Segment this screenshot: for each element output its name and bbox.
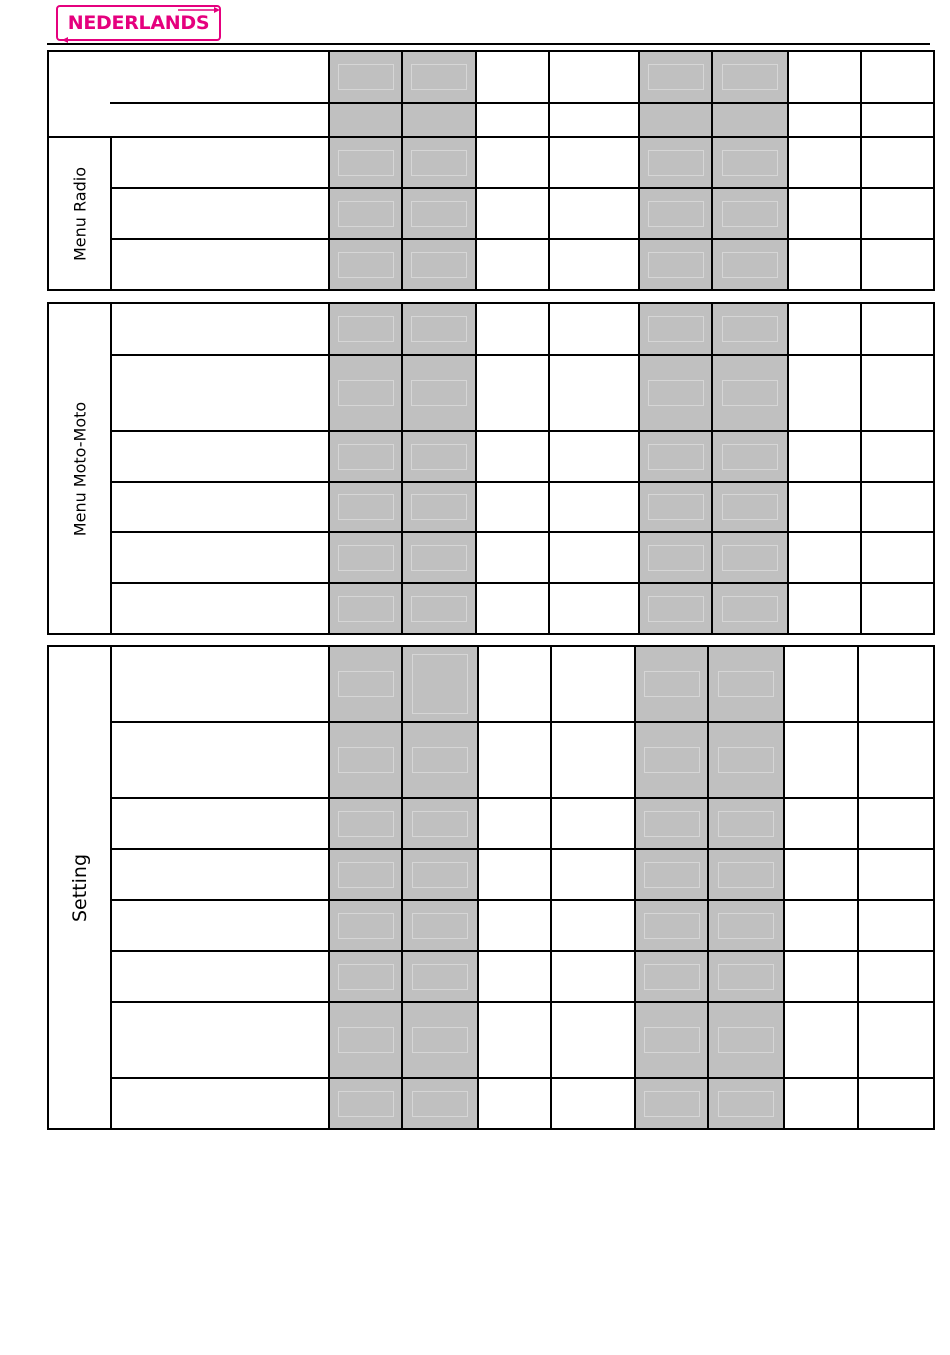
shaded-cell [639, 137, 712, 188]
value-cell [858, 798, 934, 849]
value-cell [861, 303, 934, 355]
value-cell [861, 583, 934, 634]
shaded-cell [712, 103, 788, 137]
value-cell [476, 355, 549, 431]
value-cell [476, 103, 549, 137]
row-label-cell [111, 431, 329, 482]
value-cell [784, 1078, 858, 1129]
value-cell [549, 482, 639, 532]
shaded-cell [402, 51, 476, 103]
shaded-cell [708, 722, 784, 798]
shaded-cell [708, 849, 784, 900]
shaded-cell [639, 355, 712, 431]
row-label-cell [111, 532, 329, 583]
value-cell [478, 798, 551, 849]
value-cell [788, 532, 861, 583]
shaded-cell [635, 951, 708, 1002]
shaded-cell [329, 646, 402, 722]
shaded-cell [639, 303, 712, 355]
shaded-cell [712, 583, 788, 634]
row-label-cell [111, 951, 329, 1002]
shaded-cell [708, 1002, 784, 1078]
value-cell [551, 798, 635, 849]
value-cell [478, 951, 551, 1002]
row-label-cell [111, 188, 329, 239]
value-cell [476, 51, 549, 103]
shaded-cell [639, 188, 712, 239]
shaded-cell [635, 849, 708, 900]
shaded-cell [402, 951, 478, 1002]
shaded-cell [712, 431, 788, 482]
value-cell [784, 1002, 858, 1078]
shaded-cell [402, 583, 476, 634]
value-cell [788, 583, 861, 634]
shaded-cell [712, 303, 788, 355]
value-cell [478, 1002, 551, 1078]
value-cell [478, 646, 551, 722]
value-cell [476, 532, 549, 583]
row-label-cell [111, 355, 329, 431]
value-cell [788, 103, 861, 137]
shaded-cell [402, 900, 478, 951]
value-cell [784, 951, 858, 1002]
shaded-cell [639, 103, 712, 137]
shaded-cell [708, 1078, 784, 1129]
value-cell [549, 583, 639, 634]
value-cell [549, 188, 639, 239]
shaded-cell [402, 646, 478, 722]
row-label-cell [111, 137, 329, 188]
value-cell [784, 849, 858, 900]
value-cell [549, 137, 639, 188]
row-label-cell [111, 303, 329, 355]
shaded-cell [639, 51, 712, 103]
shaded-cell [635, 646, 708, 722]
shaded-cell [712, 239, 788, 290]
value-cell [476, 583, 549, 634]
row-label-cell [111, 646, 329, 722]
shaded-cell [402, 1078, 478, 1129]
section-label-setting: Setting [68, 853, 91, 922]
shaded-cell [708, 900, 784, 951]
value-cell [788, 239, 861, 290]
shaded-cell [329, 303, 402, 355]
value-cell [861, 188, 934, 239]
value-cell [478, 849, 551, 900]
row-label-cell [111, 583, 329, 634]
value-cell [858, 1002, 934, 1078]
section-label-cell [48, 137, 111, 290]
shaded-cell [402, 103, 476, 137]
value-cell [476, 431, 549, 482]
value-cell [476, 239, 549, 290]
shaded-cell [402, 303, 476, 355]
shaded-cell [402, 239, 476, 290]
menu-moto-moto-table [47, 302, 935, 635]
shaded-cell [712, 51, 788, 103]
language-logo [56, 5, 221, 41]
shaded-cell [329, 239, 402, 290]
value-cell [784, 646, 858, 722]
shaded-cell [402, 188, 476, 239]
value-cell [788, 431, 861, 482]
value-cell [788, 355, 861, 431]
shaded-cell [329, 51, 402, 103]
shaded-cell [708, 646, 784, 722]
shaded-cell [708, 951, 784, 1002]
value-cell [549, 431, 639, 482]
shaded-cell [712, 188, 788, 239]
value-cell [788, 137, 861, 188]
value-cell [858, 900, 934, 951]
shaded-cell [329, 583, 402, 634]
section-label-cell [48, 646, 111, 1129]
shaded-cell [712, 137, 788, 188]
header-divider [110, 102, 328, 104]
row-label-cell [111, 849, 329, 900]
row-label-cell [111, 798, 329, 849]
value-cell [478, 722, 551, 798]
shaded-cell [402, 532, 476, 583]
value-cell [861, 137, 934, 188]
logo-text: NEDERLANDS [67, 12, 210, 34]
shaded-cell [639, 239, 712, 290]
shaded-cell [712, 532, 788, 583]
shaded-cell [635, 1002, 708, 1078]
shaded-cell [635, 900, 708, 951]
value-cell [551, 951, 635, 1002]
value-cell [551, 722, 635, 798]
shaded-cell [329, 137, 402, 188]
shaded-cell [402, 482, 476, 532]
shaded-cell [402, 849, 478, 900]
value-cell [478, 900, 551, 951]
value-cell [549, 303, 639, 355]
row-label-cell [111, 722, 329, 798]
value-cell [549, 355, 639, 431]
shaded-cell [329, 103, 402, 137]
shaded-cell [329, 951, 402, 1002]
value-cell [476, 482, 549, 532]
shaded-cell [329, 722, 402, 798]
value-cell [549, 51, 639, 103]
value-cell [476, 303, 549, 355]
section-label-menu-radio: Menu Radio [70, 166, 89, 261]
value-cell [549, 103, 639, 137]
header-corner-cell [48, 51, 329, 137]
value-cell [858, 646, 934, 722]
shaded-cell [635, 722, 708, 798]
shaded-cell [402, 798, 478, 849]
value-cell [861, 355, 934, 431]
value-cell [551, 849, 635, 900]
shaded-cell [329, 1002, 402, 1078]
value-cell [788, 482, 861, 532]
value-cell [861, 239, 934, 290]
shaded-cell [639, 431, 712, 482]
shaded-cell [402, 1002, 478, 1078]
shaded-cell [329, 1078, 402, 1129]
value-cell [788, 303, 861, 355]
value-cell [784, 722, 858, 798]
shaded-cell [708, 798, 784, 849]
shaded-cell [329, 900, 402, 951]
shaded-cell [712, 355, 788, 431]
shaded-cell [712, 482, 788, 532]
value-cell [858, 849, 934, 900]
value-cell [551, 646, 635, 722]
section-label-cell [48, 303, 111, 634]
menu-radio-table [47, 50, 935, 291]
shaded-cell [639, 583, 712, 634]
shaded-cell [329, 431, 402, 482]
value-cell [858, 951, 934, 1002]
value-cell [551, 900, 635, 951]
value-cell [549, 239, 639, 290]
value-cell [551, 1078, 635, 1129]
value-cell [861, 431, 934, 482]
setting-table [47, 645, 935, 1130]
shaded-cell [329, 798, 402, 849]
value-cell [788, 51, 861, 103]
value-cell [788, 188, 861, 239]
value-cell [476, 137, 549, 188]
section-label-menu-moto-moto: Menu Moto-Moto [70, 401, 89, 536]
row-label-cell [111, 1002, 329, 1078]
row-label-cell [111, 1078, 329, 1129]
shaded-cell [635, 798, 708, 849]
header-rule [47, 43, 930, 45]
shaded-cell [329, 188, 402, 239]
shaded-cell [329, 482, 402, 532]
row-label-cell [111, 482, 329, 532]
value-cell [861, 103, 934, 137]
shaded-cell [402, 722, 478, 798]
value-cell [784, 900, 858, 951]
shaded-cell [329, 355, 402, 431]
value-cell [861, 482, 934, 532]
shaded-cell [635, 1078, 708, 1129]
shaded-cell [329, 849, 402, 900]
value-cell [478, 1078, 551, 1129]
value-cell [861, 51, 934, 103]
row-label-cell [111, 239, 329, 290]
value-cell [858, 722, 934, 798]
value-cell [861, 532, 934, 583]
value-cell [784, 798, 858, 849]
shaded-cell [639, 482, 712, 532]
value-cell [476, 188, 549, 239]
value-cell [858, 1078, 934, 1129]
value-cell [551, 1002, 635, 1078]
shaded-cell [402, 137, 476, 188]
shaded-cell [639, 532, 712, 583]
shaded-cell [402, 355, 476, 431]
value-cell [549, 532, 639, 583]
row-label-cell [111, 900, 329, 951]
shaded-cell [402, 431, 476, 482]
shaded-cell [329, 532, 402, 583]
